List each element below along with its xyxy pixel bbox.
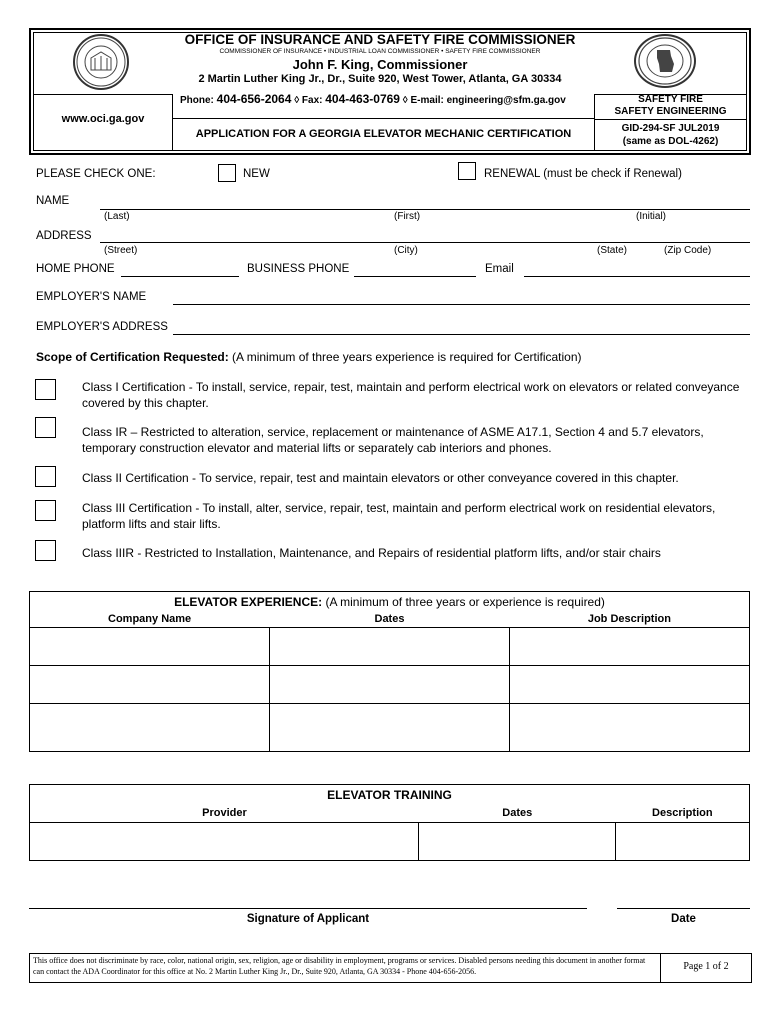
experience-dates-cell[interactable]: [269, 666, 510, 704]
class-iii-checkbox[interactable]: [35, 500, 56, 521]
fax-number: 404-463-0769: [325, 92, 400, 106]
employer-name-label: EMPLOYER'S NAME: [36, 291, 147, 303]
phone-label: Phone:: [180, 95, 214, 106]
renewal-checkbox[interactable]: [458, 162, 476, 180]
date-line[interactable]: [617, 908, 750, 909]
new-label: NEW: [243, 168, 270, 180]
training-col-provider: Provider: [30, 805, 419, 823]
page-number: Page 1 of 2: [683, 961, 729, 972]
email-field[interactable]: [524, 276, 750, 277]
zip-hint: (Zip Code): [664, 245, 712, 256]
class-iiir-description: Class IIIR - Restricted to Installation, Maintenance, and Repairs of residential platform lifts, and/or stair chairs: [82, 546, 661, 560]
non-discrimination-notice: This office does not discriminate by race, color, national origin, sex, religion, age or disability in employment, programs or services. Disabled persons needing this document in another format can contact the ADA Coordinator for this office at No. 2 Martin Luther King Jr., Dr., Suite 920, Atlanta, GA 30334 - Phone 404-656-2056.: [33, 956, 646, 976]
business-phone-label: BUSINESS PHONE: [247, 263, 350, 275]
scope-heading: [36, 350, 582, 364]
table-row: [30, 628, 750, 666]
training-table: [29, 784, 750, 861]
experience-company-cell[interactable]: [30, 704, 270, 752]
first-hint: (First): [394, 211, 421, 222]
training-description-cell[interactable]: [616, 823, 750, 861]
email-label: Email: [485, 263, 514, 275]
experience-job-cell[interactable]: [510, 666, 750, 704]
street-hint: (Street): [104, 245, 138, 256]
please-check-label: PLEASE CHECK ONE:: [36, 168, 156, 180]
email-address: engineering@sfm.ga.gov: [446, 95, 566, 106]
training-title: ELEVATOR TRAINING: [30, 785, 750, 805]
experience-title-note: (A minimum of three years or experience is required): [322, 594, 605, 609]
experience-job-cell[interactable]: [510, 704, 750, 752]
date-label: Date: [671, 913, 696, 925]
class-ii-checkbox[interactable]: [35, 466, 56, 487]
signature-label: Signature of Applicant: [246, 913, 370, 925]
renewal-label: RENEWAL (must be check if Renewal): [484, 168, 682, 180]
experience-title: [30, 592, 750, 612]
experience-dates-cell[interactable]: [269, 628, 510, 666]
fax-label: ◊ Fax:: [294, 95, 323, 106]
state-hint: (State): [597, 245, 628, 256]
experience-job-cell[interactable]: [510, 628, 750, 666]
training-provider-cell[interactable]: [30, 823, 419, 861]
website-link[interactable]: www.oci.ga.gov: [61, 113, 145, 125]
class-ir-description: Class IR – Restricted to alteration, service, replacement or maintenance of ASME A17.1, Section 4 and 5.7 elevators, temporary construction elevator and material lifts or separately cab interiors and phones.: [82, 425, 704, 455]
experience-company-cell[interactable]: [30, 666, 270, 704]
office-title: OFFICE OF INSURANCE AND SAFETY FIRE COMMISSIONER: [184, 32, 576, 47]
experience-company-cell[interactable]: [30, 628, 270, 666]
contact-line: [180, 92, 600, 106]
form-alias: (same as DOL-4262): [622, 136, 719, 147]
home-phone-label: HOME PHONE: [36, 263, 115, 275]
signature-line[interactable]: [29, 908, 587, 909]
department-divider: [594, 119, 747, 120]
class-ir-checkbox[interactable]: [35, 417, 56, 438]
name-field[interactable]: [100, 209, 750, 210]
training-dates-cell[interactable]: [419, 823, 616, 861]
table-row: [30, 666, 750, 704]
phone-number: 404-656-2064: [216, 92, 292, 106]
training-col-description: Description: [616, 805, 750, 823]
business-phone-field[interactable]: [354, 276, 476, 277]
home-phone-field[interactable]: [121, 276, 239, 277]
class-i-description: Class I Certification - To install, service, repair, test, maintain and perform electrical work on elevators or related conveyance covered by this chapter.: [82, 380, 740, 410]
class-ii-description: Class II Certification - To service, repair, test and maintain elevators or other conveyance covered in this chapter.: [82, 471, 679, 485]
class-iiir-checkbox[interactable]: [35, 540, 56, 561]
experience-title-bold: ELEVATOR EXPERIENCE:: [174, 594, 323, 609]
class-iii-description: Class III Certification - To install, alter, service, repair, test, maintain and perform electrical work on residential elevators, platform lifts and stair lifts.: [82, 501, 716, 531]
department-line2: SAFETY ENGINEERING: [614, 106, 727, 117]
employer-name-field[interactable]: [173, 304, 750, 305]
form-id: GID-294-SF JUL2019: [621, 123, 720, 134]
department-line1: SAFETY FIRE: [638, 94, 703, 105]
address-field[interactable]: [100, 242, 750, 243]
commissioner-name: John F. King, Commissioner: [292, 57, 468, 72]
employer-address-field[interactable]: [173, 334, 750, 335]
experience-col-dates: Dates: [269, 612, 510, 628]
office-address: 2 Martin Luther King Jr., Dr., Suite 920, West Tower, Atlanta, GA 30334: [198, 73, 562, 85]
office-subtitle: COMMISSIONER OF INSURANCE • INDUSTRIAL LOAN COMMISSIONER • SAFETY FIRE COMMISSIONER: [219, 48, 541, 55]
experience-col-job: Job Description: [510, 612, 750, 628]
new-checkbox[interactable]: [218, 164, 236, 182]
table-row: [30, 704, 750, 752]
scope-heading-bold: Scope of Certification Requested:: [36, 350, 229, 364]
class-i-checkbox[interactable]: [35, 379, 56, 400]
commissioner-seal-icon: [634, 34, 696, 88]
name-label: NAME: [36, 195, 70, 207]
experience-col-company: Company Name: [30, 612, 270, 628]
experience-table: [29, 591, 750, 752]
last-hint: (Last): [104, 211, 130, 222]
city-hint: (City): [394, 245, 418, 256]
address-label: ADDRESS: [36, 230, 92, 242]
table-row: [30, 823, 750, 861]
email-label: ◊ E-mail:: [402, 95, 444, 106]
georgia-state-seal-icon: [73, 34, 129, 90]
training-col-dates: Dates: [419, 805, 616, 823]
employer-address-label: EMPLOYER'S ADDRESS: [36, 321, 168, 333]
initial-hint: (Initial): [636, 211, 667, 222]
scope-heading-note: (A minimum of three years experience is required for Certification): [228, 350, 582, 364]
application-title: APPLICATION FOR A GEORGIA ELEVATOR MECHANIC CERTIFICATION: [195, 128, 572, 140]
experience-dates-cell[interactable]: [269, 704, 510, 752]
